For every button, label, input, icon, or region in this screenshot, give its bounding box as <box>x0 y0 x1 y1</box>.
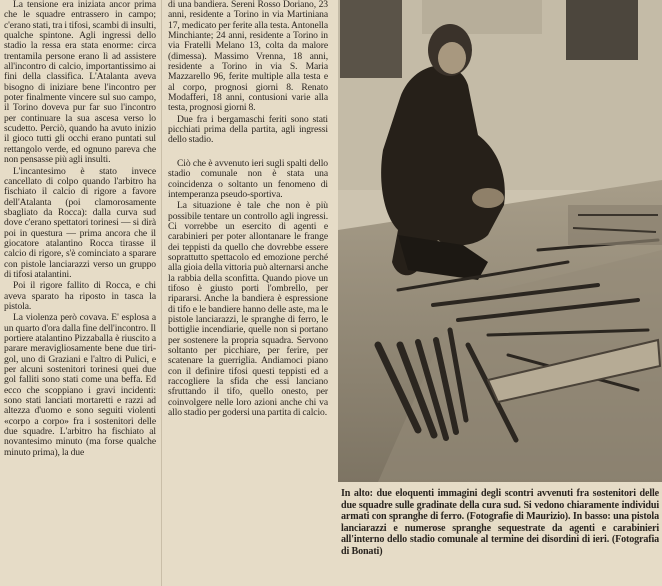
article-paragraph: Ciò che è avvenuto ieri sugli spalti dello stadio comunale non è stata una coincidenza o soltanto un fenomeno di intemperanza pseudo-sportiva. <box>168 157 328 200</box>
column-divider <box>161 0 162 586</box>
article-paragraph: La violenza però covava. E' esplosa a un quarto d'ora dalla fine dell'incontro. Il portiere atalantino Pizzaballa è riuscito a parare meravigliosamente bene due tiri-gol, uno di Graziani e l'altro di Pulici, e per alcuni sostenitori torinesi quei due gol falliti sono stati come una beffa. Ed ecco che scoppiano i gravi incidenti: sono stati lanciati mortaretti e razzi ad altezza d'uomo e sono seguiti violenti «corpo a corpo» fra i sostenitori delle due squadre. L'arbitro ha fischiato al novantesimo minuto (ma forse qualche minuto prima), la due <box>4 312 156 458</box>
photo-image <box>338 0 662 482</box>
article-paragraph: L'incantesimo è stato invece cancellato di colpo quando l'arbitro ha fischiato il calcio di rigore a favore dell'Atalanta (poi clamorosamente sbagliato da Rocca): dalla curva sud dove c'erano spettatori torinesi — si dirà poi in questura — prima ancora che il giocatore atalantino Rocca tirasse il calcio di rigore, s'è cominciato a sparare con pistole lanciarazzi verso un gruppo di tifosi atalantini. <box>4 165 156 280</box>
article-paragraph: La situazione è tale che non è più possibile tentare un controllo agli ingressi. Ci vorrebbe un esercito di agenti e carabinieri per poter allontanare le frange dei teppisti da quello che dovrebbe essere soprattutto spettacolo ed emozione perché alla gioia della vittoria può alternarsi anche la rabbia della sconfitta. Quando piove un tifoso è giusto porti l'ombrello, per ripararsi. Anche la bandiera è espressione di tifo e le bandiere hanno delle aste, ma le pistole lanciarazzi, le spranghe di ferro, le bottiglie incendiarie, quelle non si portano per sostenere la propria squadra. Servono soltanto per picchiare, per ferire, per scatenare la guerriglia. Andiamoci piano con il definire tifosi questi teppisti ed a raccogliere la sfida che essi lanciano sfruttando il tifo, quello onesto, per coinvolgere nelle loro azioni anche chi va allo stadio per godersi una partita di calcio. <box>168 200 328 419</box>
section-break <box>168 146 328 159</box>
article-column-2 <box>168 0 328 586</box>
article-paragraph: Due fra i bergamaschi feriti sono stati picchiati prima della partita, agli ingressi dello stadio. <box>168 113 328 146</box>
article-paragraph: di una bandiera. Sereni Rosso Doriano, 23 anni, residente a Torino in via Martiniana 17, medicato per ferite alla testa. Antonella Minchiante; 24 anni, residente a Torino in via Fratelli Melano 13, colta da malore (dimessa). Massimo Vrenna, 18 anni, residente a Torino in via S. Maria Mazzarello 96, ferite multiple alla testa e al corpo, prognosi giorni 8. Renato Modafferi, 18 anni, contusioni varie alla testa, prognosi giorni 8. <box>168 0 328 114</box>
article-paragraph: La tensione era iniziata ancor prima che le squadre entrassero in campo; c'erano stati, tra i tifosi, scambi di insulti, qualche spintone. Agli ingressi dello stadio la ressa era stata enorme: circa trentamila persone erano lì ad assistere all'incontro di calcio, importantissimo ai fini della classifica. L'Atalanta aveva bisogno di iniziare bene l'incontro per poter finalmente vincere sul suo campo, il Torino doveva pur far suo l'incontro per continuare la sua ascesa verso lo scudetto. Perciò, quando ha avuto inizio il gioco tutti gli occhi erano puntati sul rettangolo verde, ed ognuno pareva che non pensasse più agli insulti. <box>4 0 156 166</box>
photo-caption: In alto: due eloquenti immagini degli scontri avvenuti fra sostenitori delle due squadre sulle gradinate della cura sud. Si vedono chiaramente individui armati con spranghe di ferro. (Fotografie di Maurizio). In basso: una pistola lanciarazzi e numerose spranghe sequestrate da agenti e carabinieri all'interno dello stadio comunale al termine dei disordini di ieri. (Fotografia di Bonati) <box>341 488 659 557</box>
article-column-1 <box>4 0 156 586</box>
article-paragraph: Poi il rigore fallito di Rocca, e chi aveva sparato ha riposto in tasca la pistola. <box>4 280 156 312</box>
news-photo <box>338 0 662 482</box>
